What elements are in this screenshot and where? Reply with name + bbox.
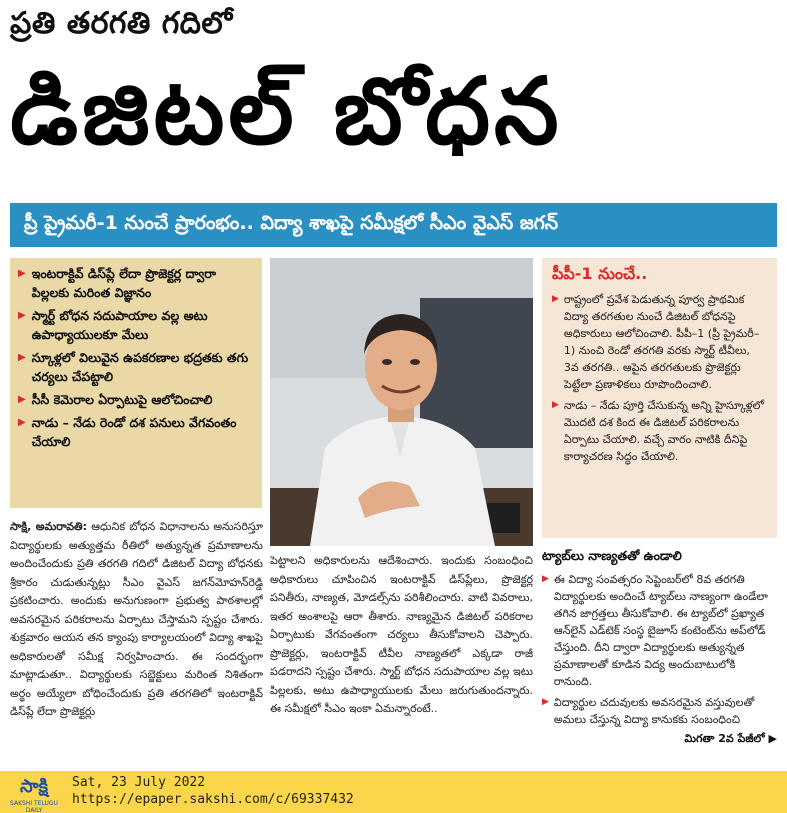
highlight-item xyxy=(18,348,254,386)
continued-on-page-link[interactable]: మిగతా 2వ పేజీలో ▶ xyxy=(684,732,777,745)
sidebar-paragraph xyxy=(552,291,767,393)
tabs-section-title: ట్యాబ్‌లు నాణ్యతతో ఉండాలి xyxy=(542,548,682,563)
sidebar-text: నాడు – నేడు పూర్తి చేసుకున్న అన్ని హైస్కూళ్లలో మొదటి దశ కింద ఈ డిజిటల్ పరికరాలను ఏర్పాటు చేయాలి. వచ్చే వారం నాటికి దీనిపై కార్యాచరణ సిద్ధం చేయాలి. xyxy=(563,399,764,463)
highlight-item xyxy=(18,306,254,344)
highlight-text: సీసీ కెమెరాల ఏర్పాటుపై ఆలోచించాలి xyxy=(31,392,213,407)
sidebar-paragraph xyxy=(552,397,767,465)
highlights-box xyxy=(10,258,262,508)
article-column-1 xyxy=(10,518,263,768)
dateline: సాక్షి, అమరావతి: xyxy=(10,520,88,533)
triangle-bullet-icon: ▶ xyxy=(18,352,26,363)
triangle-bullet-icon: ▶ xyxy=(18,394,26,405)
triangle-bullet-icon: ▶ xyxy=(18,310,26,321)
logo-subtext: SAKSHI TELUGU DAILY xyxy=(10,800,58,813)
article-text: ఆధునిక బోధన విధానాలను అనుసరిస్తూ విద్యార్థులకు అత్యుత్తమ రీతిలో అత్యున్నత ప్రమాణాలను అందించేందుకు ప్రతి తరగతి గదిలో డిజిటల్ విద్యా బోధనకు శ్రీకారం చుడుతున్నట్లు సీఎం వైఎస్ జగన్‌మోహన్‌రెడ్డి ప్రకటించారు. అందుకు అనుగుణంగా ప్రభుత్వ పాఠశాలల్లో అవసరమైన పరికరాలను ఏర్పాటు చేస్తామని స్పష్టం చేశారు. శుక్రవారం ఆయన తన క్యాంపు కార్యాలయంలో విద్యా శాఖపై అధికారులతో సమీక్ష నిర్వహించారు. ఈ సందర్భంగా మాట్లాడుతూ.. విద్యార్థులకు సబ్జెక్టులు మరింత నిశితంగా అర్థం అయ్యేలా బోధించేందుకు ప్రతి తరగతిలో ఇంటరాక్టివ్ డిస్‌ప్లే లేదా ప్రొజెక్టర్లు xyxy=(10,520,263,718)
highlight-item xyxy=(18,264,254,302)
sidebar-title: పీపీ-1 నుంచే.. xyxy=(552,264,648,283)
triangle-bullet-icon: ▶ xyxy=(18,417,26,428)
triangle-bullet-icon: ▶ xyxy=(552,400,559,410)
tabs-paragraph xyxy=(542,571,777,690)
headline: డిజిటల్ బోధన xyxy=(10,58,563,165)
highlight-item xyxy=(18,413,254,451)
triangle-bullet-icon: ▶ xyxy=(18,268,26,279)
logo-text: సాక్షి xyxy=(20,776,48,797)
tabs-text: ఈ విద్యా సంవత్సరం సెప్టెంబర్‌లో 8వ తరగతి విద్యార్థులకు అందించే ట్యాబ్‌లు నాణ్యంగా ఉండేలా తగిన జాగ్రత్తలు తీసుకోవాలి. ఈ ట్యాబ్‌లో ప్రఖ్యాత ఆన్‌లైన్ ఎడ్‌టెక్ సంస్థ బైజూస్ కంటెంట్‌ను అప్‌లోడ్ చేస్తుంది. దీని ద్వారా విద్యార్థులకు అత్యున్నత ప్రమాణాలతో కూడిన విద్య అందుబాటులోకి రానుంది. xyxy=(553,573,768,688)
highlight-text: స్మార్ట్ బోధన సదుపాయాల వల్ల అటు ఉపాధ్యాయులకూ మేలు xyxy=(31,308,208,342)
sakshi-logo xyxy=(4,774,64,813)
news-photo xyxy=(270,258,533,546)
tabs-paragraph xyxy=(542,694,777,728)
triangle-bullet-icon: ▶ xyxy=(542,574,549,584)
article-column-2: పెట్టాలని అధికారులను ఆదేశించారు. ఇందుకు సంబంధించి అధికారులు చూపించిన ఇంటరాక్టివ్ డిస్‌ప్లేలు, ప్రొజెక్టర్ల పనితీరు, నాణ్యత, మోడల్స్‌ను పరిశీలించారు. వాటి వివరాలు, ఇతర అంశాలపై ఆరా తీశారు. నాణ్యమైన డిజిటల్ పరికరాల ఏర్పాటుకు వేగవంతంగా చర్యలు తీసుకోవాలని చెప్పారు. ప్రొజెక్టర్లు, ఇంటరాక్టివ్ టీవీల నాణ్యతలో ఎక్కడా రాజీ పడరాదని స్పష్టం చేశారు. స్మార్ట్ బోధన సదుపాయాల వల్ల ఇటు పిల్లలకు, అటు ఉపాధ్యాయులకు మేలు జరుగుతుందన్నారు. ఈ సమీక్షలో సీఎం ఇంకా ఏమన్నారంటే.. xyxy=(270,554,533,715)
triangle-bullet-icon: ▶ xyxy=(552,294,559,304)
footer-bar xyxy=(0,771,787,813)
highlight-text: నాడు – నేడు రెండో దశ పనులు వేగవంతం చేయాలి xyxy=(31,415,237,449)
tabs-section xyxy=(542,548,777,768)
tabs-text: విద్యార్థుల చదువులకు అవసరమైన వస్తువులతో అమలు చేస్తున్న విద్యా కానుకకు సంబంధించి xyxy=(553,696,755,726)
edition-date: Sat, 23 July 2022 xyxy=(72,775,206,790)
highlight-text: స్కూళ్లలో విలువైన ఉపకరణాల భద్రతకు తగు చర్యలు చేపట్టాలి xyxy=(31,350,249,384)
highlight-text: ఇంటరాక్టివ్ డిస్‌ప్లే లేదా ప్రొజెక్టర్ల ద్వారా పిల్లలకు మరింత విజ్ఞానం xyxy=(31,266,216,300)
triangle-bullet-icon: ▶ xyxy=(542,697,549,707)
sidebar-text: రాష్ట్రంలో ప్రవేశ పెడుతున్న పూర్వ ప్రాథమిక విద్యా తరగతుల నుంచే డిజిటల్ బోధనపై అధికారులు ఆలోచించాలి. పీపీ–1 (ప్రీ ప్రైమరీ–1) నుంచి రెండో తరగతి వరకు స్మార్ట్ టీవీలు, 3వ తరగతి.. ఆపైన తరగతులకు ప్రొజెక్టర్లు పెట్టేలా ప్రణాళికలు రూపొందించాలి. xyxy=(563,293,760,391)
kicker-title: ప్రతి తరగతి గదిలో xyxy=(10,6,233,41)
sidebar-pp1 xyxy=(542,258,777,538)
highlight-item xyxy=(18,390,254,409)
cm-portrait-illustration xyxy=(270,258,533,546)
epaper-url-link[interactable]: https://epaper.sakshi.com/c/69337432 xyxy=(72,792,354,807)
subhead-banner: ప్రీ ప్రైమరీ-1 నుంచే ప్రారంభం.. విద్యా శాఖపై సమీక్షలో సీఎం వైఎస్ జగన్ xyxy=(10,203,777,247)
